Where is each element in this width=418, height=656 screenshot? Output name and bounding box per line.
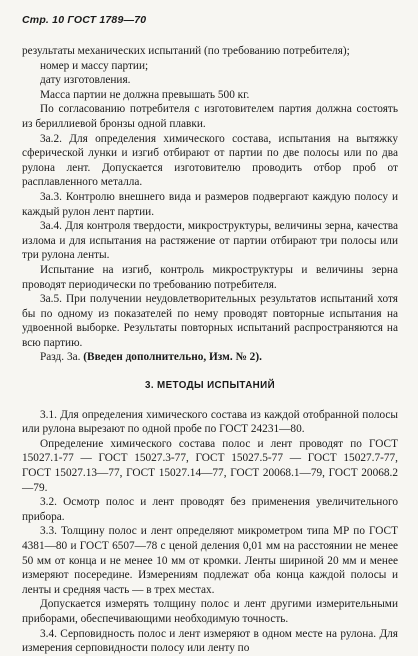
paragraph: Масса партии не должна превышать 500 кг.: [40, 88, 250, 101]
paragraph: 3.4. Серповидность полос и лент измеряют в одном месте на рулона. Для измерения серповидности полосу или ленту по: [22, 627, 398, 655]
page-header: Стр. 10 ГОСТ 1789—70: [22, 14, 147, 26]
paragraph: дату изготовления.: [40, 74, 131, 87]
paragraph: результаты механических испытаний (по требованию потребителя);: [22, 45, 350, 57]
amendment-prefix: Разд. 3а.: [40, 351, 84, 364]
paragraph: По согласованию потребителя с изготовителем партия должна состоять из бериллиевой бронзы одной плавки.: [22, 103, 398, 130]
paragraph: 3а.4. Для контроля твердости, микроструктуры, величины зерна, качества излома и для испытания на растяжение от партии отбирают три полосы или три рулона ленты.: [22, 220, 398, 262]
paragraph: Испытание на изгиб, контроль микроструктуры и величины зерна проводят периодически по требованию потребителя.: [22, 263, 398, 291]
section-title: 3. МЕТОДЫ ИСПЫТАНИЙ: [144, 380, 276, 392]
amendment-note: [22, 350, 398, 365]
amendment-text: (Введен дополнительно, Изм. № 2).: [83, 351, 262, 364]
paragraph: 3а.5. При получении неудовлетворительных результатов испытаний хотя бы по одному из показателей по нему проводят повторные испытания на удвоенной выборке. Результаты повторных испытаний распространяются на всю партию.: [22, 293, 398, 349]
paragraph: Допускается измерять толщину полос и лент другими измерительными приборами, обеспечивающими необходимую точность.: [22, 598, 398, 625]
paragraph: 3.3. Толщину полос и лент определяют микрометром типа МР по ГОСТ 4381—80 и ГОСТ 6507—78 с ценой деления 0,01 мм на расстоянии не менее 50 мм от конца и не менее 10 мм от кромки. Ленты шириной 20 мм и менее измеряют посередине. Измерениям подлежат оба конца каждой полосы и ленты и средняя часть — в трех местах.: [22, 525, 398, 596]
paragraph: Определение химического состава полос и лент проводят по ГОСТ 15027.1-77 — ГОСТ 15027.3-77, ГОСТ 15027.5-77 — ГОСТ 15027.7-77, ГОСТ 15027.13—77, ГОСТ 15027.14—77, ГОСТ 20068.1—79, ГОСТ 20068.2—79.: [22, 437, 398, 494]
paragraph: 3а.2. Для определения химического состава, испытания на вытяжку сферической лунки и изгиб отбирают от партии по две полосы или по два рулона лент. Допускается изготовителю проводить отбор проб от расплавленного металла.: [22, 132, 398, 189]
paragraph: 3а.3. Контролю внешнего вида и размеров подвергают каждую полосу и каждый рулон лент партии.: [22, 190, 398, 218]
document-body: [22, 44, 398, 656]
paragraph: номер и массу партии;: [40, 59, 149, 72]
paragraph: 3.2. Осмотр полос и лент проводят без применения увеличительного прибора.: [22, 496, 398, 523]
paragraph: 3.1. Для определения химического состава из каждой отобранной полосы или рулона вырезают по одной пробе по ГОСТ 24231—80.: [22, 408, 398, 436]
